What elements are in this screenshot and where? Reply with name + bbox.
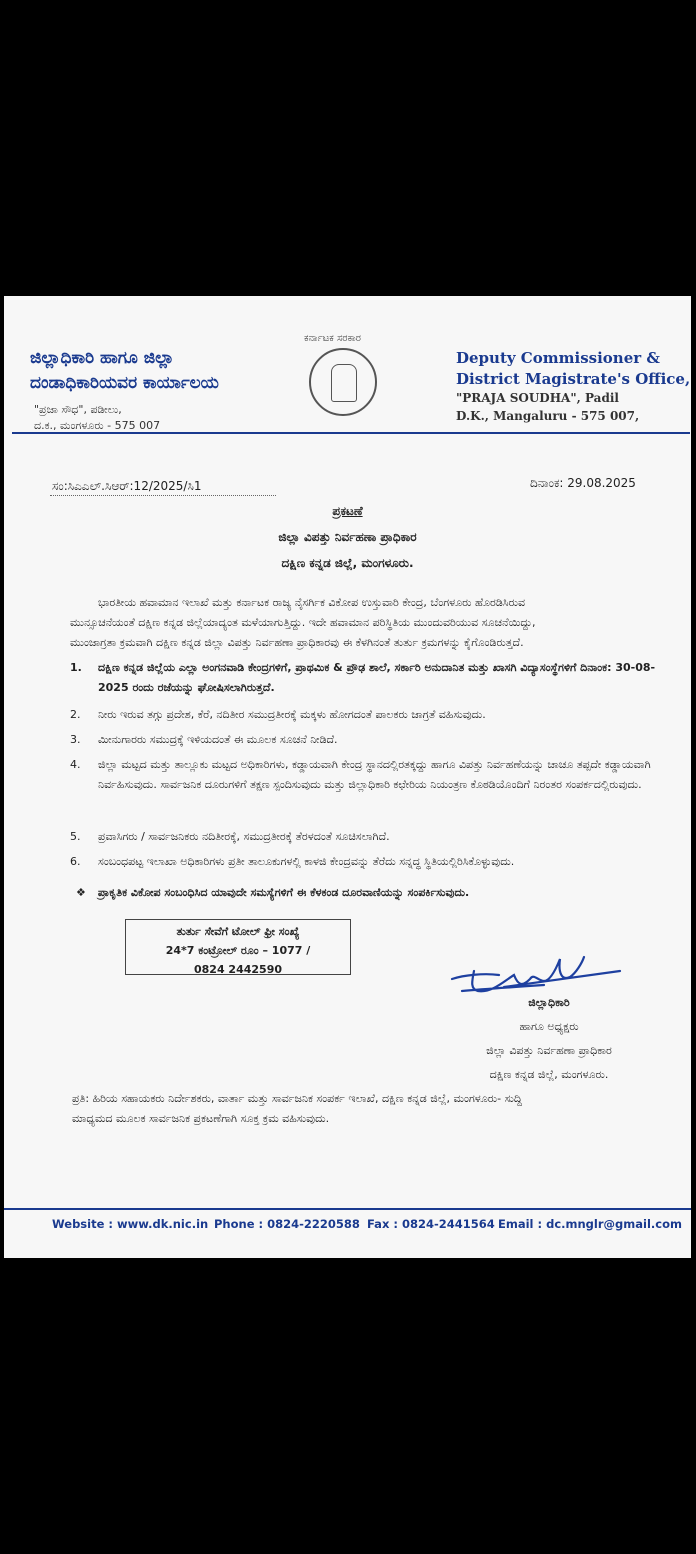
reference-number: ಸಂ:ಸಿಎಎಲ್.ಸಿಆರ್:12/2025/ಸಿ1 [52,479,202,493]
intro-paragraph [70,593,660,653]
bullet-diamond-icon: ❖ [76,886,86,899]
helpline-box [125,919,351,975]
footer-divider [4,1208,691,1210]
list-item-text: ಮೀನುಗಾರರು ಸಮುದ್ರಕ್ಕೆ ಇಳಿಯದಂತೆ ಈ ಮೂಲಕ ಸೂಚನೆ ನೀಡಿದೆ. [98,733,338,746]
copy-to-section [72,1089,628,1129]
helpline-line2: 24*7 ಕಂಟ್ರೋಲ್ ರೂಂ – 1077 / [165,944,311,957]
signatory-block [434,991,664,1087]
intro-line2: ಮುನ್ಸೂಚನೆಯಂತೆ ದಕ್ಷಿಣ ಕನ್ನಡ ಜಿಲ್ಲೆಯಾದ್ಯಂತ ಮಳೆಯಾಗುತ್ತಿದ್ದು. ಇದೇ ಹವಾಮಾನ ಪರಿಸ್ಥಿತಿಯ ಮುಂದುವರಿಯುವ ಸೂಚನೆಯಿದ್ದು, [70,616,536,629]
kannada-office-heading [30,346,219,396]
list-item-text: ನೀರು ಇರುವ ತಗ್ಗು ಪ್ರದೇಶ, ಕೆರೆ, ನದಿತೀರ ಸಮುದ್ರತೀರಕ್ಕೆ ಮಕ್ಕಳು ಹೋಗದಂತೆ ಪಾಲಕರು ಜಾಗ್ರತೆ ವಹಿಸುವುದು. [98,708,486,721]
letterhead-divider [12,432,690,434]
contact-note [76,886,469,900]
footer-email: Email : dc.mnglr@gmail.com [498,1217,682,1231]
kannada-heading-line1: ಜಿಲ್ಲಾಧಿಕಾರಿ ಹಾಗೂ ಜಿಲ್ಲಾ [30,348,175,368]
emblem-label: ಕರ್ನಾಟಕ ಸರಕಾರ [304,333,361,344]
footer-phone: Phone : 0824-2220588 [214,1217,360,1231]
list-item [70,730,660,750]
helpline-line3: 0824 2442590 [193,963,283,976]
kannada-address-line2: ದ.ಕ., ಮಂಗಳೂರು - 575 007 [34,419,161,432]
english-office-heading [456,348,690,390]
signatory-line2: ಹಾಗೂ ಅಧ್ಯಕ್ಷರು [519,1020,579,1033]
list-item [70,755,660,795]
district-title: ದಕ್ಷಿಣ ಕನ್ನಡ ಜಿಲ್ಲೆ, ಮಂಗಳೂರು. [281,556,414,570]
list-item-number: 2. [70,708,81,721]
list-item-text: ದಕ್ಷಿಣ ಕನ್ನಡ ಜಿಲ್ಲೆಯ ಎಲ್ಲಾ ಅಂಗನವಾಡಿ ಕೇಂದ್ರಗಳಿಗೆ, ಪ್ರಾಥಮಿಕ & ಪ್ರೌಢ ಶಾಲೆ, ಸರ್ಕಾರಿ ಅನುದಾನಿತ ಮತ್ತು ಖಾಸಗಿ ವಿದ್ಯಾಸಂಸ್ಥೆಗಳಿಗೆ ದಿನಾಂಕ: 30-08-2025 ರಂದು ರಜೆಯನ್ನು ಘೋಷಿಸಲಾಗಿರುತ್ತದೆ. [98,661,656,694]
signatory-line3: ಜಿಲ್ಲಾ ವಿಪತ್ತು ನಿರ್ವಹಣಾ ಪ್ರಾಧಿಕಾರ [486,1044,612,1057]
kannada-address [34,402,160,434]
emblem-figure-icon [331,364,357,402]
list-item-number: 5. [70,830,81,843]
list-item-number: 4. [70,758,81,771]
kannada-heading-line2: ದಂಡಾಧಿಕಾರಿಯವರ ಕಾರ್ಯಾಲಯ [30,373,219,393]
intro-line1: ಭಾರತೀಯ ಹವಾಮಾನ ಇಲಾಖೆ ಮತ್ತು ಕರ್ನಾಟಕ ರಾಜ್ಯ ನೈಸರ್ಗಿಕ ವಿಕೋಪ ಉಸ್ತುವಾರಿ ಕೇಂದ್ರ, ಬೆಂಗಳೂರು ಹೊರಡಿಸಿರುವ [98,596,526,609]
signatory-line4: ದಕ್ಷಿಣ ಕನ್ನಡ ಜಿಲ್ಲೆ, ಮಂಗಳೂರು. [489,1068,609,1081]
footer-fax: Fax : 0824-2441564 [367,1217,495,1231]
contact-note-text: ಪ್ರಾಕೃತಿಕ ವಿಕೋಪ ಸಂಬಂಧಿಸಿದ ಯಾವುದೇ ಸಮಸ್ಯೆಗಳಿಗೆ ಈ ಕೆಳಕಂಡ ದೂರವಾಣಿಯನ್ನು ಸಂಪರ್ಕಿಸುವುದು. [97,886,470,899]
document-date: ದಿನಾಂಕ: 29.08.2025 [530,476,636,490]
reference-underline [50,495,276,496]
list-item-number: 1. [70,661,82,674]
english-address-line2: D.K., Mangaluru - 575 007, [456,409,640,423]
english-heading-line2: District Magistrate's Office, [456,370,691,388]
english-address [456,389,639,425]
karnataka-emblem-icon [309,348,377,416]
signatory-title: ಜಿಲ್ಲಾಧಿಕಾರಿ [528,996,570,1009]
list-item [70,827,660,847]
kannada-address-line1: "ಪ್ರಜಾ ಸೌಧ", ಪಡೀಲು, [34,403,122,416]
english-heading-line1: Deputy Commissioner & [456,349,660,367]
list-item [70,852,660,872]
notice-title: ಪ್ರಕಟಣೆ [332,504,363,518]
document-page [4,296,691,1258]
helpline-line1: ತುರ್ತು ಸೇವೆಗೆ ಟೋಲ್ ಫ್ರೀ ಸಂಖ್ಯೆ [176,925,300,938]
copy-to-line1: ಪ್ರತಿ: ಹಿರಿಯ ಸಹಾಯಕರು ನಿರ್ದೇಶಕರು, ವಾರ್ತಾ ಮತ್ತು ಸಾರ್ವಜನಿಕ ಸಂಪರ್ಕ ಇಲಾಖೆ, ದಕ್ಷಿಣ ಕನ್ನಡ ಜಿಲ್ಲೆ, ಮಂಗಳೂರು- ಸುದ್ದಿ [72,1092,523,1105]
list-item [70,658,660,698]
english-address-line1: "PRAJA SOUDHA", Padil [456,391,619,405]
copy-to-line2: ಮಾಧ್ಯಮದ ಮೂಲಕ ಸಾರ್ವಜನಿಕ ಪ್ರಕಟಣೆಗಾಗಿ ಸೂಕ್ತ ಕ್ರಮ ವಹಿಸುವುದು. [72,1112,330,1125]
authority-title: ಜಿಲ್ಲಾ ವಿಪತ್ತು ನಿರ್ವಹಣಾ ಪ್ರಾಧಿಕಾರ [278,530,417,544]
list-item-text: ಜಿಲ್ಲಾ ಮಟ್ಟದ ಮತ್ತು ತಾಲ್ಲೂಕು ಮಟ್ಟದ ಅಧಿಕಾರಿಗಳು, ಕಡ್ಡಾಯವಾಗಿ ಕೇಂದ್ರ ಸ್ಥಾನದಲ್ಲಿರತಕ್ಕದ್ದು ಹಾಗೂ ವಿಪತ್ತು ನಿರ್ವಹಣೆಯನ್ನು ಚಾಚೂ ತಪ್ಪದೇ ಕಡ್ಡಾಯವಾಗಿ ನಿರ್ವಹಿಸುವುದು. ಸಾರ್ವಜನಿಕ ದೂರುಗಳಿಗೆ ತಕ್ಷಣ ಸ್ಪಂದಿಸುವುದು ಮತ್ತು ಜಿಲ್ಲಾಧಿಕಾರಿ ಕಛೇರಿಯ ನಿಯಂತ್ರಣ ಕೊಠಡಿಯೊಂದಿಗೆ ನಿರಂತರ ಸಂಪರ್ಕದಲ್ಲಿರುವುದು. [98,758,651,791]
list-item [70,705,660,725]
list-item-text: ಸಂಬಂಧಪಟ್ಟ ಇಲಾಖಾ ಅಧಿಕಾರಿಗಳು ಪ್ರತೀ ತಾಲೂಕುಗಳಲ್ಲಿ ಕಾಳಜಿ ಕೇಂದ್ರವನ್ನು ತೆರೆದು ಸನ್ನದ್ಧ ಸ್ಥಿತಿಯಲ್ಲಿರಿಸಿಕೊಳ್ಳುವುದು. [98,855,515,868]
footer-website: Website : www.dk.nic.in [52,1217,209,1231]
list-item-number: 3. [70,733,81,746]
list-item-text: ಪ್ರವಾಸಿಗರು / ಸಾರ್ವಜನಿಕರು ನದಿತೀರಕ್ಕೆ, ಸಮುದ್ರತೀರಕ್ಕೆ ತೆರಳದಂತೆ ಸೂಚಿಸಲಾಗಿದೆ. [98,830,390,843]
intro-line3: ಮುಂಜಾಗ್ರತಾ ಕ್ರಮವಾಗಿ ದಕ್ಷಿಣ ಕನ್ನಡ ಜಿಲ್ಲಾ ವಿಪತ್ತು ನಿರ್ವಹಣಾ ಪ್ರಾಧಿಕಾರವು ಈ ಕೆಳಗಿನಂತೆ ತುರ್ತು ಕ್ರಮಗಳನ್ನು ಕೈಗೊಂಡಿರುತ್ತದೆ. [70,636,524,649]
list-item-number: 6. [70,855,81,868]
